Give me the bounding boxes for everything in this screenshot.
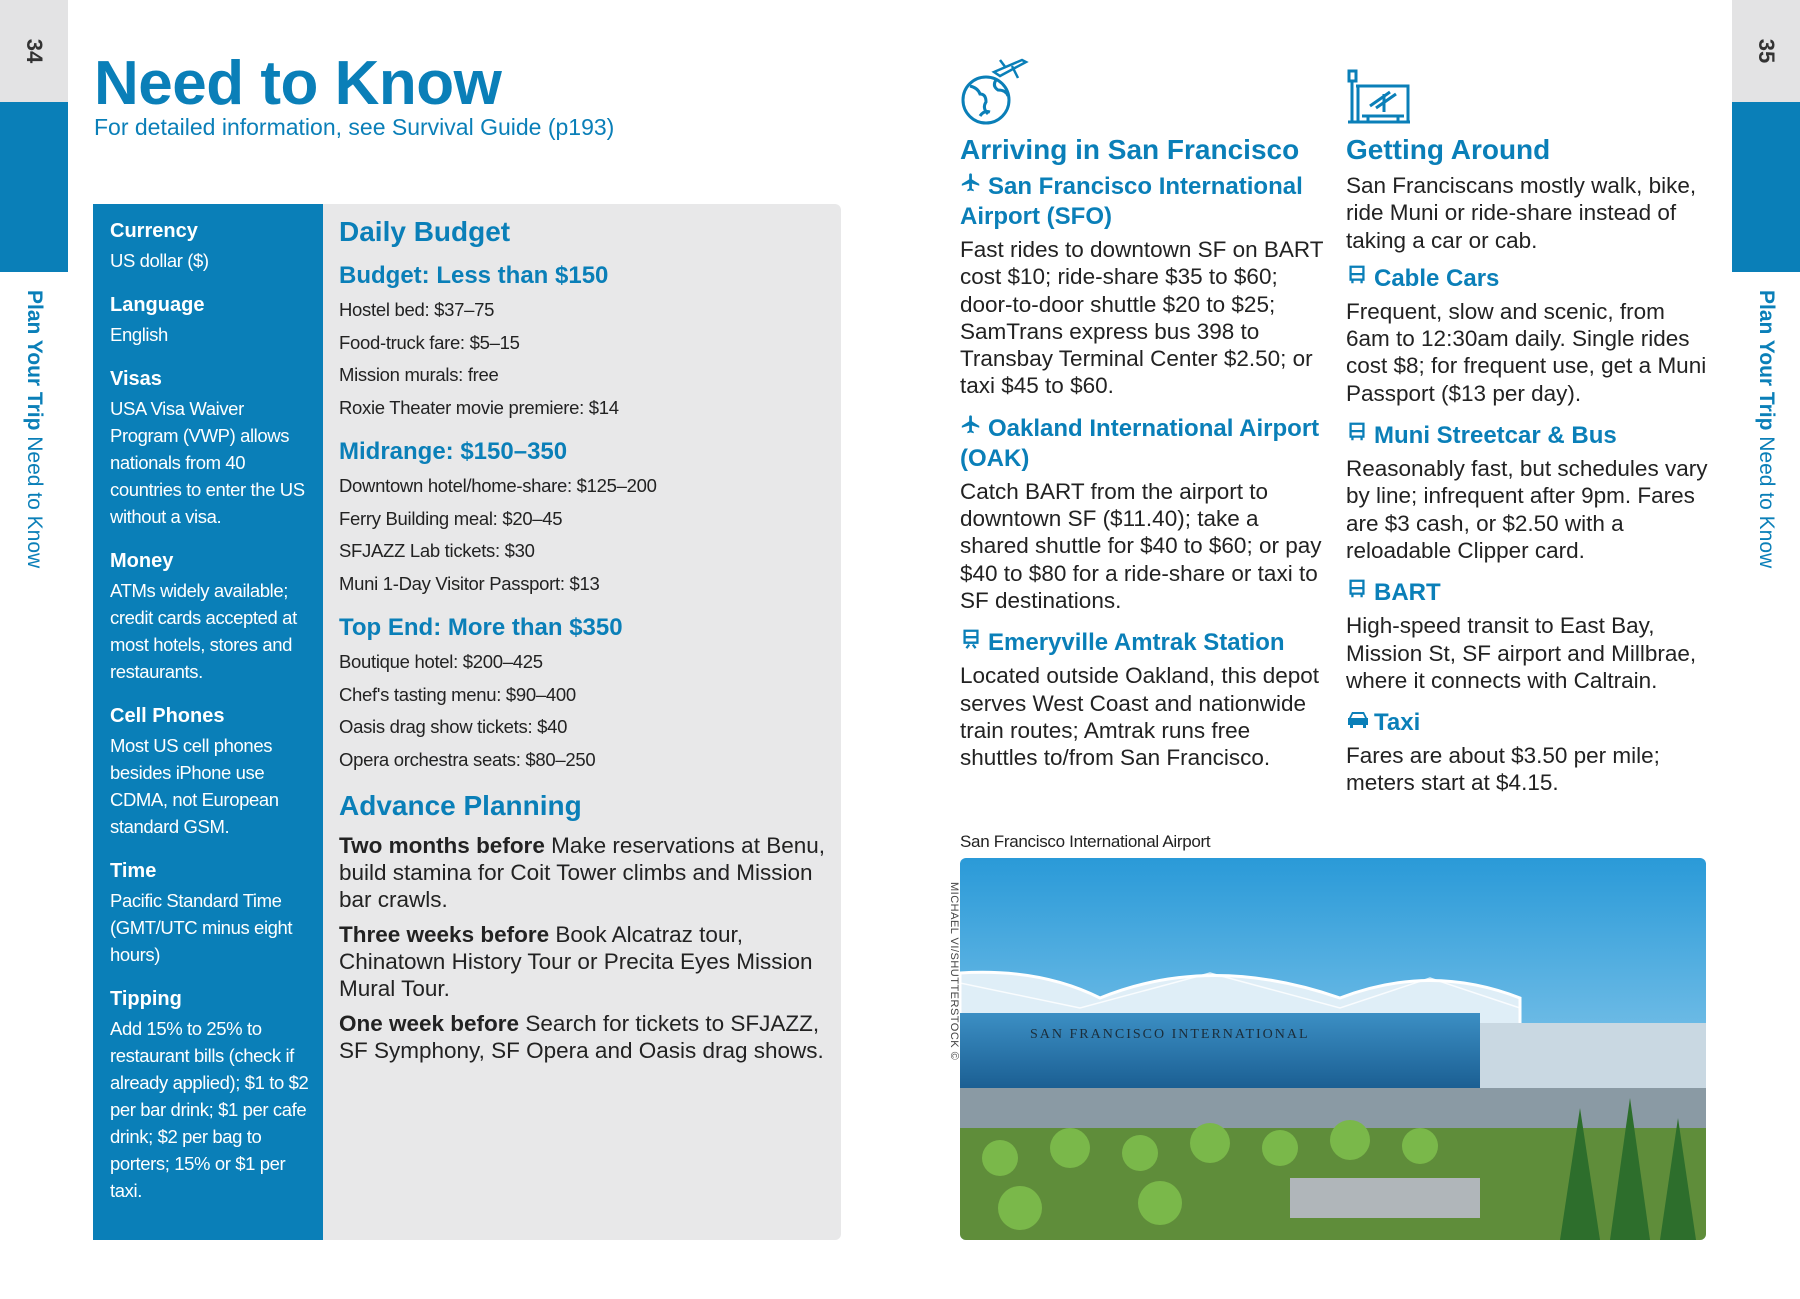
train-icon bbox=[960, 628, 984, 658]
fact-label: Currency bbox=[110, 220, 198, 242]
left-side-tab bbox=[0, 0, 68, 1299]
budget-item: Food-truck fare: $5–15 bbox=[339, 331, 520, 353]
fact-text: US dollar ($) bbox=[110, 250, 209, 271]
budget-column bbox=[339, 216, 829, 1072]
tab-bar bbox=[0, 102, 68, 272]
page-title: Need to Know bbox=[94, 49, 502, 118]
budget-item: Ferry Building meal: $20–45 bbox=[339, 507, 563, 529]
budget-item: Opera orchestra seats: $80–250 bbox=[339, 748, 596, 770]
entry-title-text: Cable Cars bbox=[1374, 264, 1500, 292]
page-number-box bbox=[1732, 0, 1800, 102]
tier-title: Budget: Less than $150 bbox=[339, 262, 609, 289]
fact-text: Most US cell phones besides iPhone use CDMA, not European standard GSM. bbox=[110, 735, 279, 837]
section-tab-label bbox=[22, 290, 46, 568]
bus-icon bbox=[1346, 421, 1370, 451]
transport-entry-title bbox=[1346, 264, 1711, 294]
arriving-column bbox=[960, 56, 1325, 785]
fact-money bbox=[110, 550, 311, 685]
terminal-sign: SAN FRANCISCO INTERNATIONAL bbox=[1030, 1027, 1310, 1042]
planning-when: One week before bbox=[339, 1011, 520, 1036]
section-name: Plan Your Trip bbox=[1755, 290, 1778, 431]
car-icon bbox=[1346, 708, 1370, 738]
transport-entry-text: Fares are about $3.50 per mile; meters start at $4.15. bbox=[1346, 743, 1660, 796]
transport-entry-text: Catch BART from the airport to downtown SF ($11.40); take a shared shuttle for $40 to $60; or pay $40 to $80 for a ride-share or taxi to SF destinations. bbox=[960, 478, 1322, 613]
entry-title-text: San Francisco International Airport (SFO) bbox=[960, 173, 1303, 230]
arriving-heading: Arriving in San Francisco bbox=[960, 134, 1300, 165]
fact-text: USA Visa Waiver Program (VWP) allows nationals from 40 countries to enter the US without a visa. bbox=[110, 398, 305, 527]
facts-column bbox=[93, 204, 323, 1240]
fact-text: Pacific Standard Time (GMT/UTC minus eight hours) bbox=[110, 890, 293, 965]
section-name: Plan Your Trip bbox=[23, 290, 46, 431]
fact-language bbox=[110, 294, 311, 348]
planning-when: Two months before bbox=[339, 833, 545, 858]
fact-label: Language bbox=[110, 294, 205, 316]
budget-item: SFJAZZ Lab tickets: $30 bbox=[339, 540, 535, 561]
tab-bar bbox=[1732, 102, 1800, 272]
chapter-name: Need to Know bbox=[1755, 436, 1778, 569]
budget-item: Mission murals: free bbox=[339, 364, 499, 385]
budget-item: Boutique hotel: $200–425 bbox=[339, 651, 543, 672]
page-subtitle[interactable]: For detailed information, see Survival Guide (p193) bbox=[94, 114, 615, 140]
entry-title-text: Muni Streetcar & Bus bbox=[1374, 422, 1617, 450]
photo-credit: MICHAEL VI/SHUTTERSTOCK © bbox=[948, 882, 960, 1061]
bus-icon bbox=[1346, 578, 1370, 608]
planning-item bbox=[339, 1010, 829, 1064]
budget-item: Roxie Theater movie premiere: $14 bbox=[339, 396, 619, 418]
fact-text: Add 15% to 25% to restaurant bills (check if already applied); $1 to $2 per bar drink; $1 per cafe drink; $2 per bag to porters; 15% or $1 per taxi. bbox=[110, 1018, 309, 1201]
transport-entry-text: Located outside Oakland, this depot serves West Coast and nationwide train routes; Amtrak runs free shuttles to/from San Francisco. bbox=[960, 663, 1320, 771]
getting-around-column bbox=[1346, 56, 1711, 811]
fact-label: Time bbox=[110, 860, 157, 882]
tier-title: Top End: More than $350 bbox=[339, 614, 623, 641]
advance-planning bbox=[339, 790, 829, 1064]
budget-tier bbox=[339, 262, 829, 424]
transport-entry-title bbox=[960, 628, 1325, 658]
daily-budget-heading: Daily Budget bbox=[339, 216, 511, 247]
bus-stop-icon bbox=[1346, 56, 1711, 126]
budget-item: Downtown hotel/home-share: $125–200 bbox=[339, 475, 657, 496]
getting-around-intro: San Franciscans mostly walk, bike, ride Muni or ride-share instead of taking a car or cab. bbox=[1346, 173, 1697, 253]
budget-item: Muni 1-Day Visitor Passport: $13 bbox=[339, 572, 600, 594]
budget-item: Chef's tasting menu: $90–400 bbox=[339, 683, 576, 705]
planning-text: Book Alcatraz tour, Chinatown History Tour or Precita Eyes Mission Mural Tour. bbox=[339, 922, 813, 1001]
fact-text: ATMs widely available; credit cards accepted at most hotels, stores and restaurants. bbox=[110, 580, 297, 682]
fact-visas bbox=[110, 368, 311, 530]
globe-plane-icon bbox=[960, 56, 1325, 126]
budget-item: Oasis drag show tickets: $40 bbox=[339, 716, 568, 737]
plane-icon bbox=[960, 172, 984, 202]
tier-title: Midrange: $150–350 bbox=[339, 438, 568, 465]
right-side-tab bbox=[1732, 0, 1800, 1299]
fact-label: Cell Phones bbox=[110, 705, 225, 727]
chapter-name: Need to Know bbox=[23, 436, 46, 569]
planning-item bbox=[339, 921, 829, 1002]
bus-icon bbox=[1346, 264, 1370, 294]
fact-label: Visas bbox=[110, 368, 162, 390]
page-number-box bbox=[0, 0, 68, 102]
planning-text: Make reservations at Benu, build stamina for Coit Tower climbs and Mission bar crawls. bbox=[339, 833, 825, 912]
budget-tier bbox=[339, 614, 829, 776]
photo-caption: San Francisco International Airport bbox=[960, 832, 1211, 851]
transport-entry-title bbox=[1346, 421, 1711, 451]
planning-item bbox=[339, 832, 829, 913]
budget-tier bbox=[339, 438, 829, 600]
planning-text: Search for tickets to SFJAZZ, SF Symphony, SF Opera and Oasis drag shows. bbox=[339, 1011, 824, 1063]
fact-time bbox=[110, 860, 311, 968]
airport-photo bbox=[960, 858, 1706, 1240]
transport-entry-text: Fast rides to downtown SF on BART cost $10; ride-share $35 to $60; door-to-door shuttle $20 to $25; SamTrans express bus 398 to Transbay Terminal Center $2.50; or taxi $45 to $60. bbox=[960, 237, 1324, 399]
fact-text: English bbox=[110, 324, 168, 345]
entry-title-text: Emeryville Amtrak Station bbox=[988, 629, 1285, 657]
page-number: 35 bbox=[1753, 38, 1779, 64]
transport-entry-title bbox=[960, 172, 1325, 232]
fact-currency bbox=[110, 220, 311, 274]
fact-cell-phones bbox=[110, 705, 311, 840]
info-box bbox=[93, 204, 841, 1240]
budget-item: Hostel bed: $37–75 bbox=[339, 299, 495, 320]
advance-planning-heading: Advance Planning bbox=[339, 790, 582, 821]
fact-label: Money bbox=[110, 550, 174, 572]
fact-tipping bbox=[110, 988, 311, 1204]
transport-entry-title bbox=[1346, 578, 1711, 608]
entry-title-text: BART bbox=[1374, 579, 1441, 607]
entry-title-text: Taxi bbox=[1374, 709, 1421, 737]
plane-icon bbox=[960, 414, 984, 444]
getting-around-heading: Getting Around bbox=[1346, 134, 1551, 165]
budget-tiers bbox=[339, 262, 829, 776]
section-tab-label bbox=[1754, 290, 1778, 568]
transport-entry-title bbox=[1346, 708, 1711, 738]
planning-when: Three weeks before bbox=[339, 922, 550, 947]
entry-title-text: Oakland International Airport (OAK) bbox=[960, 414, 1320, 472]
transport-entry-text: Frequent, slow and scenic, from 6am to 12:30am daily. Single rides cost $8; for frequent use, get a Muni Passport ($13 per day). bbox=[1346, 298, 1707, 406]
transport-entry-text: High-speed transit to East Bay, Mission St, SF airport and Millbrae, where it connects with Caltrain. bbox=[1346, 613, 1697, 693]
transport-entry-text: Reasonably fast, but schedules vary by line; infrequent after 9pm. Fares are $3 cash, or $2.50 with a reloadable Clipper card. bbox=[1346, 456, 1708, 563]
page-number: 34 bbox=[21, 38, 47, 64]
fact-label: Tipping bbox=[110, 988, 182, 1010]
transport-entry-title bbox=[960, 414, 1325, 474]
